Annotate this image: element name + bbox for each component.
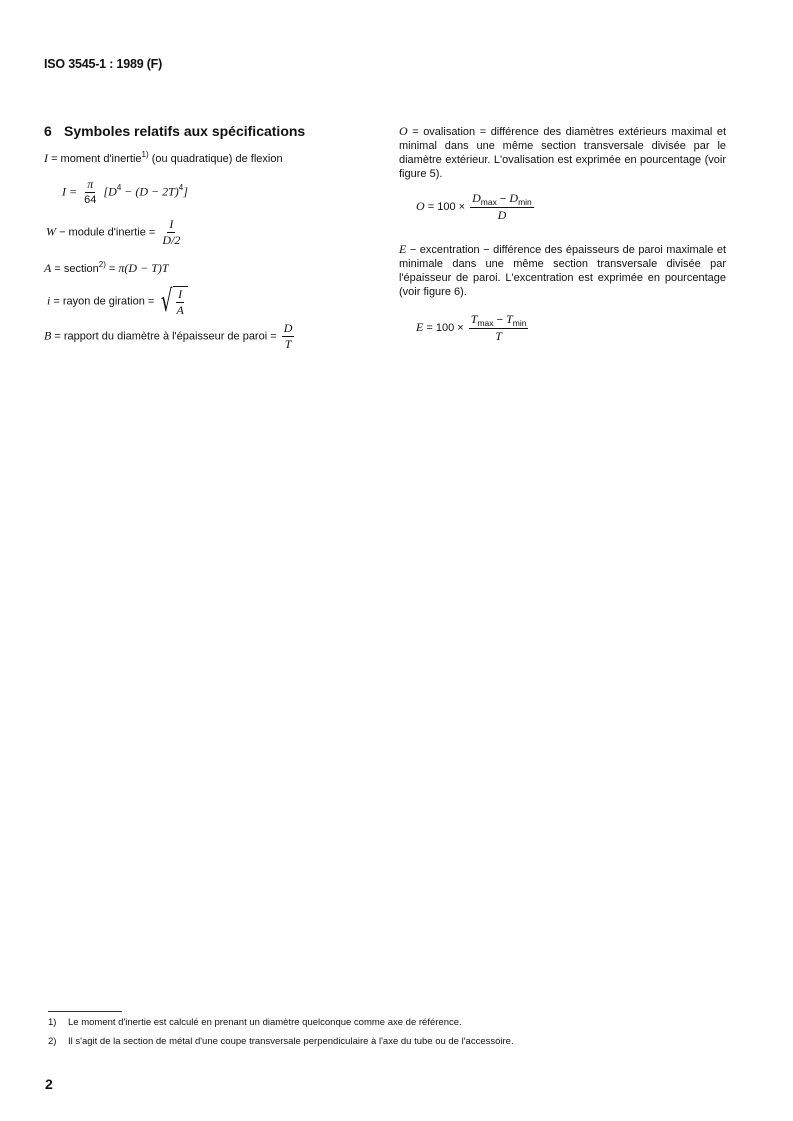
definition-ovalisation	[399, 124, 726, 181]
footnote-divider	[48, 1011, 122, 1012]
definition-module-inertia	[46, 218, 184, 247]
fraction-numerator	[469, 313, 529, 329]
symbol-I: I	[44, 151, 48, 165]
fraction-denominator: T	[284, 337, 292, 351]
formula-ovalisation	[416, 192, 536, 222]
definition-rapport-diametre	[44, 322, 296, 351]
fraction-numerator: D	[283, 321, 293, 335]
formula-lhs: I =	[62, 184, 78, 199]
section-title: Symboles relatifs aux spécifications	[64, 123, 306, 139]
operator: −	[496, 193, 510, 205]
footnote-number: 2)	[48, 1036, 57, 1047]
exponent: 4	[178, 183, 184, 193]
footnote-text: Il s'agit de la section de métal d'une coupe transversale perpendiculaire à l'axe du tube ou de l'accessoire.	[68, 1036, 514, 1047]
definition-text: = section	[54, 263, 99, 275]
footnote-2	[48, 1036, 514, 1047]
fraction	[470, 192, 534, 222]
footnote-1	[48, 1017, 462, 1028]
symbol-B: B	[44, 328, 52, 343]
definition-section	[44, 261, 169, 276]
term: D	[509, 191, 519, 205]
symbol-E: E	[399, 242, 407, 256]
footnote-ref: 2)	[98, 260, 106, 269]
fraction-denominator: D	[497, 208, 507, 222]
square-root	[157, 283, 187, 319]
formula-term: − (D − 2T)	[121, 184, 179, 199]
fraction-denominator: A	[176, 303, 184, 317]
footnote-text: Le moment d'inertie est calculé en prenant un diamètre quelconque comme axe de référence.	[68, 1017, 462, 1028]
definition-excentration	[399, 242, 726, 299]
subscript: min	[512, 318, 527, 328]
fraction-denominator: D/2	[162, 233, 181, 247]
subscript: max	[480, 197, 497, 207]
definition-text: − excentration − différence des épaisseurs de paroi maximale et minimale dans une même section transversale divisée par l'épaisseur de paroi. L'excentration est exprimée en pourcentage (voir figure 6).	[399, 244, 726, 298]
definition-text: =	[105, 263, 119, 275]
subscript: max	[477, 318, 494, 328]
fraction-denominator: T	[495, 329, 502, 343]
formula: π(D − T)T	[118, 261, 169, 275]
document-header: ISO 3545-1 : 1989 (F)	[44, 57, 163, 71]
definition-moment-inertia	[44, 151, 283, 166]
page-number: 2	[45, 1076, 53, 1092]
fraction	[175, 288, 186, 317]
section-number: 6	[44, 123, 52, 139]
term: T	[470, 312, 478, 326]
formula-term: [D	[103, 184, 117, 199]
definition-text: = rapport du diamètre à l'épaisseur de paroi =	[54, 330, 277, 343]
definition-text: = ovalisation = différence des diamètres extérieurs maximal et minimal dans une même section transversale divisée par le diamètre extérieur. L'ovalisation est exprimée en pourcentage (voir figure 5).	[399, 126, 726, 180]
fraction	[160, 218, 182, 247]
definition-text: = rayon de giration =	[53, 295, 155, 308]
fraction-numerator: I	[178, 287, 183, 301]
formula-moment-inertia	[62, 178, 188, 207]
definition-text: (ou quadratique) de flexion	[148, 153, 283, 165]
definition-rayon-giration	[47, 283, 188, 319]
formula-lhs: E	[416, 319, 424, 334]
fraction	[82, 178, 98, 207]
footnote-ref: 1)	[141, 150, 149, 159]
formula-term: ]	[183, 184, 188, 199]
fraction-numerator	[470, 192, 534, 208]
definition-text: = moment d'inertie	[51, 153, 142, 165]
formula-text: = 100 ×	[423, 321, 464, 334]
term: D	[472, 191, 481, 205]
radical-sign: √	[161, 283, 173, 319]
operator: −	[493, 314, 507, 326]
term: T	[506, 312, 513, 326]
fraction-numerator: I	[169, 217, 174, 231]
symbol-W: W	[46, 224, 56, 239]
formula-excentration	[416, 313, 530, 343]
footnote-number: 1)	[48, 1017, 57, 1028]
symbol-A: A	[44, 261, 52, 275]
definition-text: − module d'inertie =	[59, 226, 156, 239]
fraction	[469, 313, 529, 343]
exponent: 4	[116, 183, 122, 193]
symbol-i: i	[47, 293, 51, 308]
formula-lhs: O	[416, 198, 425, 213]
fraction	[282, 322, 295, 351]
subscript: min	[518, 197, 532, 207]
formula-text: = 100 ×	[424, 200, 466, 213]
fraction-numerator: π	[87, 177, 94, 191]
fraction-denominator: 64	[84, 194, 97, 206]
symbol-O: O	[399, 124, 408, 138]
section-heading	[44, 123, 305, 139]
